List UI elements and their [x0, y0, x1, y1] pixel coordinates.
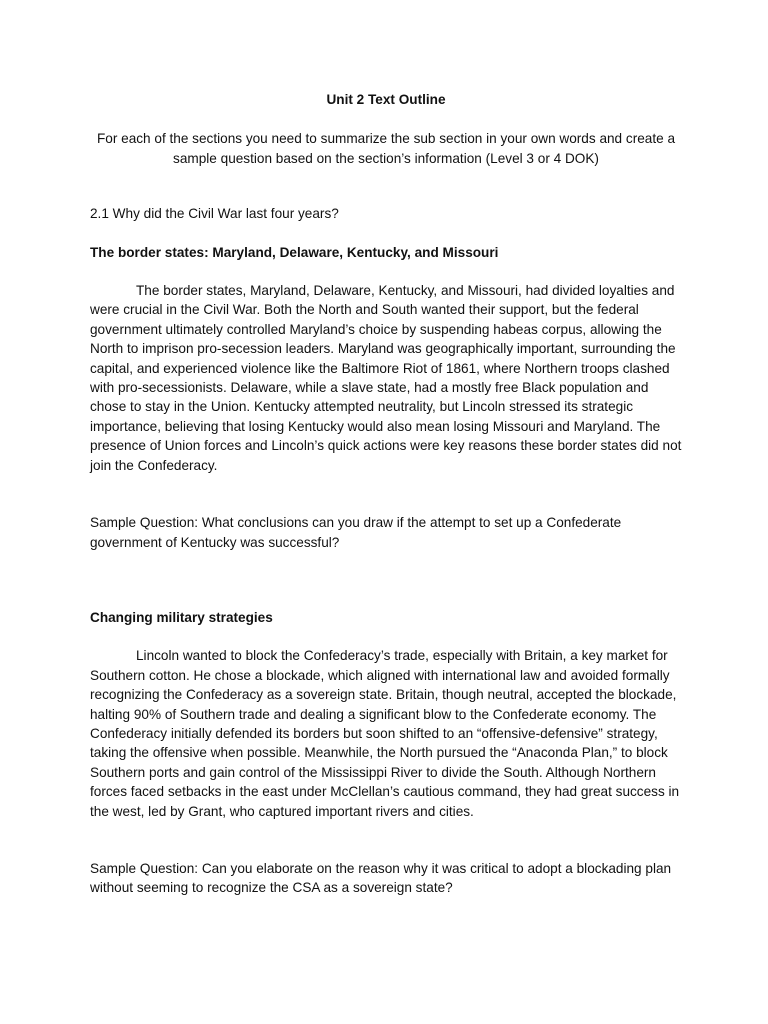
sample-question-military-strategies: Sample Question: Can you elaborate on the reason why it was critical to adopt a blockading plan without seeming to recognize the CSA as a sovereign state?: [90, 860, 672, 896]
instructions-text: For each of the sections you need to summarize the sub section in your own words and create a sample question based on the section’s information (Level 3 or 4 DOK): [96, 131, 676, 166]
subsection-heading-military-strategies: Changing military strategies: [90, 609, 273, 625]
summary-border-states: The border states, Maryland, Delaware, Kentucky, and Missouri, had divided loyalties and were crucial in the Civil War. Both the North and South wanted their support, but the federal government ultimately controlled Maryland’s choice by suspending habeas corpus, allowing the North to imprison pro-secession leaders. Maryland was geographically important, surrounding the capital, and experienced violence like the Baltimore Riot of 1861, where Northern troops clashed with pro-secessionists. Delaware, while a slave state, had a mostly free Black population and chose to stay in the Union. Kentucky attempted neutrality, but Lincoln stressed its strategic importance, believing that losing Kentucky would also mean losing Missouri and Maryland. The presence of Union forces and Lincoln’s quick actions were key reasons these border states did not join the Confederacy.: [90, 283, 682, 473]
summary-military-strategies: Lincoln wanted to block the Confederacy’s trade, especially with Britain, a key market for Southern cotton. He chose a blockade, which aligned with international law and avoided formally recognizing the Confederacy as a sovereign state. Britain, though neutral, accepted the blockade, halting 90% of Southern trade and dealing a significant blow to the Confederate economy. The Confederacy initially defended its borders but soon shifted to an “offensive-defensive” strategy, taking the offensive when possible. Meanwhile, the North pursued the “Anaconda Plan,” to block Southern ports and gain control of the Mississippi River to divide the South. Although Northern forces faced setbacks in the east under McClellan’s cautious command, they had great success in the west, led by Grant, who captured important rivers and cities.: [90, 648, 680, 819]
document-title: Unit 2 Text Outline: [326, 92, 446, 107]
sample-question-border-states: Sample Question: What conclusions can you draw if the attempt to set up a Confederate government of Kentucky was successful?: [90, 515, 622, 550]
subsection-heading-border-states: The border states: Maryland, Delaware, Kentucky, and Missouri: [90, 244, 499, 260]
document-content: [90, 90, 682, 898]
section-heading: 2.1 Why did the Civil War last four years?: [90, 206, 339, 222]
